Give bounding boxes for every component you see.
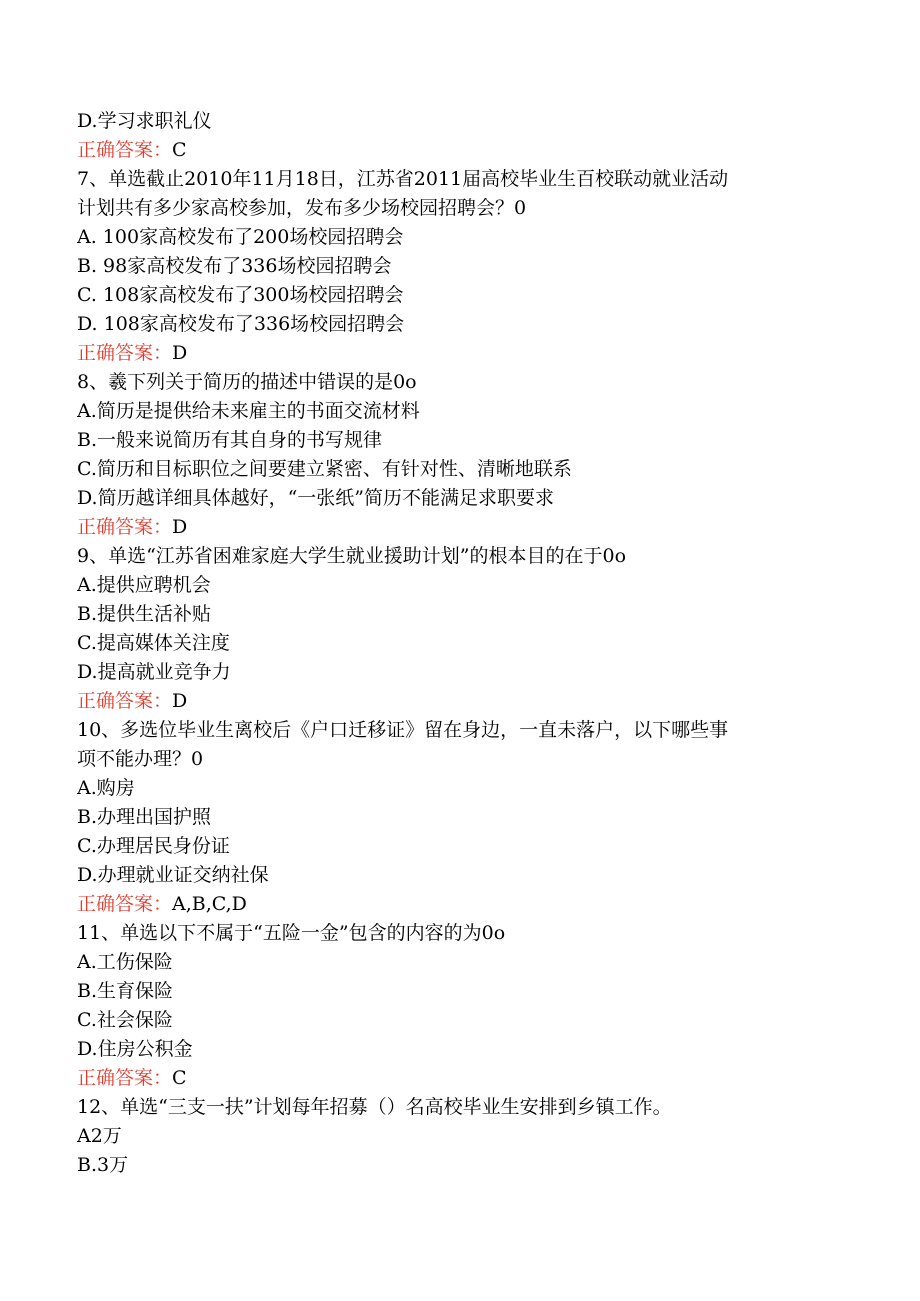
option-text: A.工伤保险 xyxy=(77,951,173,973)
option-text: A.简历是提供给未来雇主的书面交流材料 xyxy=(77,400,420,422)
option-text: B.提供生活补贴 xyxy=(77,603,212,625)
correct-answer-line xyxy=(77,1064,837,1093)
option-text: D.办理就业证交纳社保 xyxy=(77,864,269,886)
correct-answer-label: 正确答案： xyxy=(77,690,173,712)
correct-answer-value: D xyxy=(172,690,188,712)
option-text: B.办理出国护照 xyxy=(77,806,212,828)
option-text: D.简历越详细具体越好，“一张纸”简历不能满足求职要求 xyxy=(77,487,555,509)
option-text: D. 108家高校发布了336场校园招聘会 xyxy=(77,313,405,335)
correct-answer-label: 正确答案： xyxy=(77,342,173,364)
question-text: 8、羲下列关于简历的描述中错误的是0o xyxy=(77,371,417,393)
correct-answer-value: D xyxy=(172,516,188,538)
correct-answer-label: 正确答案： xyxy=(77,1067,173,1089)
option-text: B.生育保险 xyxy=(77,980,174,1002)
option-text: C. 108家高校发布了300场校园招聘会 xyxy=(77,284,404,306)
question-text: 项不能办理？0 xyxy=(77,748,204,770)
option-text: C.简历和目标职位之间要建立紧密、有针对性、清晰地联系 xyxy=(77,458,572,480)
correct-answer-line xyxy=(77,687,837,716)
correct-answer-line xyxy=(77,890,837,919)
option-text: C.办理居民身份证 xyxy=(77,835,230,857)
option-text: A. 100家高校发布了200场校园招聘会 xyxy=(77,226,404,248)
option-text: C.社会保险 xyxy=(77,1009,173,1031)
option-text: A.购房 xyxy=(77,777,135,799)
question-text: 9、单选“江苏省困难家庭大学生就业援助计划”的根本目的在于0o xyxy=(77,545,627,567)
correct-answer-value: D xyxy=(172,342,188,364)
correct-answer-label: 正确答案： xyxy=(77,893,173,915)
correct-answer-value: C xyxy=(172,1067,187,1089)
option-text: A2万 xyxy=(77,1125,122,1147)
correct-answer-line xyxy=(77,513,837,542)
option-text: D.提高就业竞争力 xyxy=(77,661,231,683)
option-text: B.3万 xyxy=(77,1154,129,1176)
option-text: B.一般来说简历有其自身的书写规律 xyxy=(77,429,383,451)
question-text: 7、单选截止2010年11月18日，江苏省2011届高校毕业生百校联动就业活动 xyxy=(77,168,729,190)
correct-answer-line xyxy=(77,136,837,165)
option-text: C.提高媒体关注度 xyxy=(77,632,230,654)
question-text: 11、单选以下不属于“五险一金”包含的内容的为0o xyxy=(77,922,506,944)
document-page xyxy=(77,107,837,1180)
correct-answer-line xyxy=(77,339,837,368)
correct-answer-label: 正确答案： xyxy=(77,139,173,161)
question-text: 10、多选位毕业生离校后《户口迁移证》留在身边，一直未落户，以下哪些事 xyxy=(77,719,729,741)
option-text: D.住房公积金 xyxy=(77,1038,193,1060)
question-text: 12、单选“三支一扶”计划每年招募（）名高校毕业生安排到乡镇工作。 xyxy=(77,1096,672,1118)
option-text: D.学习求职礼仪 xyxy=(77,110,212,132)
correct-answer-label: 正确答案： xyxy=(77,516,173,538)
option-text: A.提供应聘机会 xyxy=(77,574,211,596)
correct-answer-value: A,B,C,D xyxy=(172,893,247,915)
question-text: 计划共有多少家高校参加，发布多少场校园招聘会？0 xyxy=(77,197,527,219)
correct-answer-value: C xyxy=(172,139,187,161)
option-text: B. 98家高校发布了336场校园招聘会 xyxy=(77,255,392,277)
